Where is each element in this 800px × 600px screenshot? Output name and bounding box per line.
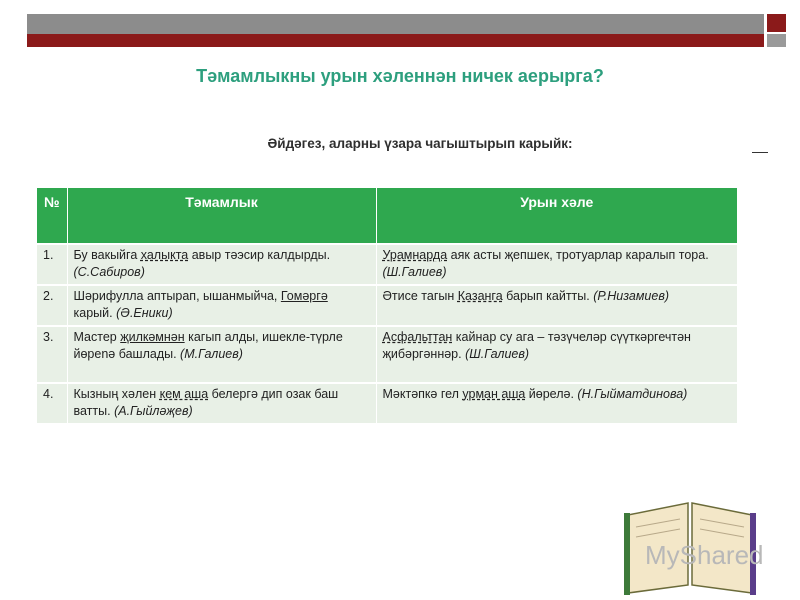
- row-number: 2.: [37, 285, 67, 326]
- tamamlyk-cell: [67, 326, 376, 383]
- table-header-row: [37, 188, 737, 244]
- author: (Ш.Галиев): [382, 265, 447, 279]
- marked-word: җилкәмнән: [120, 330, 185, 344]
- sentence-text: карый.: [73, 306, 117, 320]
- marked-word: Гомәргә: [280, 289, 328, 303]
- author: (С.Сабиров): [73, 265, 145, 279]
- sentence-text: Мәктәпкә гел: [382, 387, 463, 401]
- author: (Н.Гыйматдинова): [577, 387, 688, 401]
- divider-dash: [752, 152, 768, 153]
- marked-word: халыкта: [140, 248, 189, 262]
- instruction-text: Әйдәгез, аларны үзара чагыштырып карыйк:: [267, 136, 573, 151]
- author: (М.Галиев): [180, 347, 243, 361]
- tamamlyk-cell: [67, 244, 376, 285]
- examples-table: [37, 188, 737, 423]
- marked-word: Асфальттан: [382, 330, 453, 344]
- sentence-text: Мастер: [73, 330, 121, 344]
- sentence-text: кайнар су ага – тәзүчеләр сүүткәргечтән җибәргәннәр.: [382, 330, 691, 361]
- tamamlyk-cell: [67, 285, 376, 326]
- author: (Р.Низамиев): [593, 289, 670, 303]
- column-header-number: №: [37, 188, 67, 244]
- sentence-text: барып кайтты.: [502, 289, 594, 303]
- uryn-hale-cell: [376, 285, 737, 326]
- corner-block-red: [767, 14, 786, 32]
- marked-word: Казанга: [457, 289, 503, 303]
- marked-word: урман аша: [462, 387, 526, 401]
- tamamlyk-cell: [67, 383, 376, 423]
- top-bar-gray: [27, 14, 764, 34]
- sentence-text: йөрелә.: [525, 387, 578, 401]
- top-bar-red: [27, 34, 764, 47]
- sentence-text: Шәрифулла аптырап, ышанмыйча,: [73, 289, 281, 303]
- logo-text: MyShared: [645, 540, 764, 570]
- row-number: 1.: [37, 244, 67, 285]
- sentence-text: Әтисе тагын: [382, 289, 458, 303]
- table-row: [37, 326, 737, 383]
- uryn-hale-cell: [376, 326, 737, 383]
- author: (А.Гыйләҗев): [114, 404, 193, 418]
- author: (Ш.Галиев): [465, 347, 530, 361]
- sentence-text: авыр тәэсир калдырды.: [188, 248, 331, 262]
- marked-word: кем аша: [159, 387, 209, 401]
- sentence-text: Кызның хәлен: [73, 387, 160, 401]
- row-number: 4.: [37, 383, 67, 423]
- uryn-hale-cell: [376, 383, 737, 423]
- corner-block-gray: [767, 34, 786, 47]
- sentence-text: аяк асты җепшек, тротуарлар каралып тора.: [447, 248, 709, 262]
- table-row: [37, 244, 737, 285]
- sentence-text: белергә дип озак баш ватты.: [73, 387, 339, 418]
- table-row: [37, 383, 737, 423]
- sentence-text: кагып алды, ишекле-түрле йөрenә башлады.: [73, 330, 343, 361]
- slide-title: Тәмамлыкны урын хәленнән ничек аерырга?: [196, 66, 604, 86]
- uryn-hale-cell: [376, 244, 737, 285]
- column-header-tamamlyk: Тәмамлык: [67, 188, 376, 244]
- marked-word: Урамнарда: [382, 248, 448, 262]
- table-row: [37, 285, 737, 326]
- author: (Ә.Еники): [116, 306, 173, 320]
- row-number: 3.: [37, 326, 67, 383]
- sentence-text: Бу вакыйга: [73, 248, 141, 262]
- column-header-uryn-hale: Урын хәле: [376, 188, 737, 244]
